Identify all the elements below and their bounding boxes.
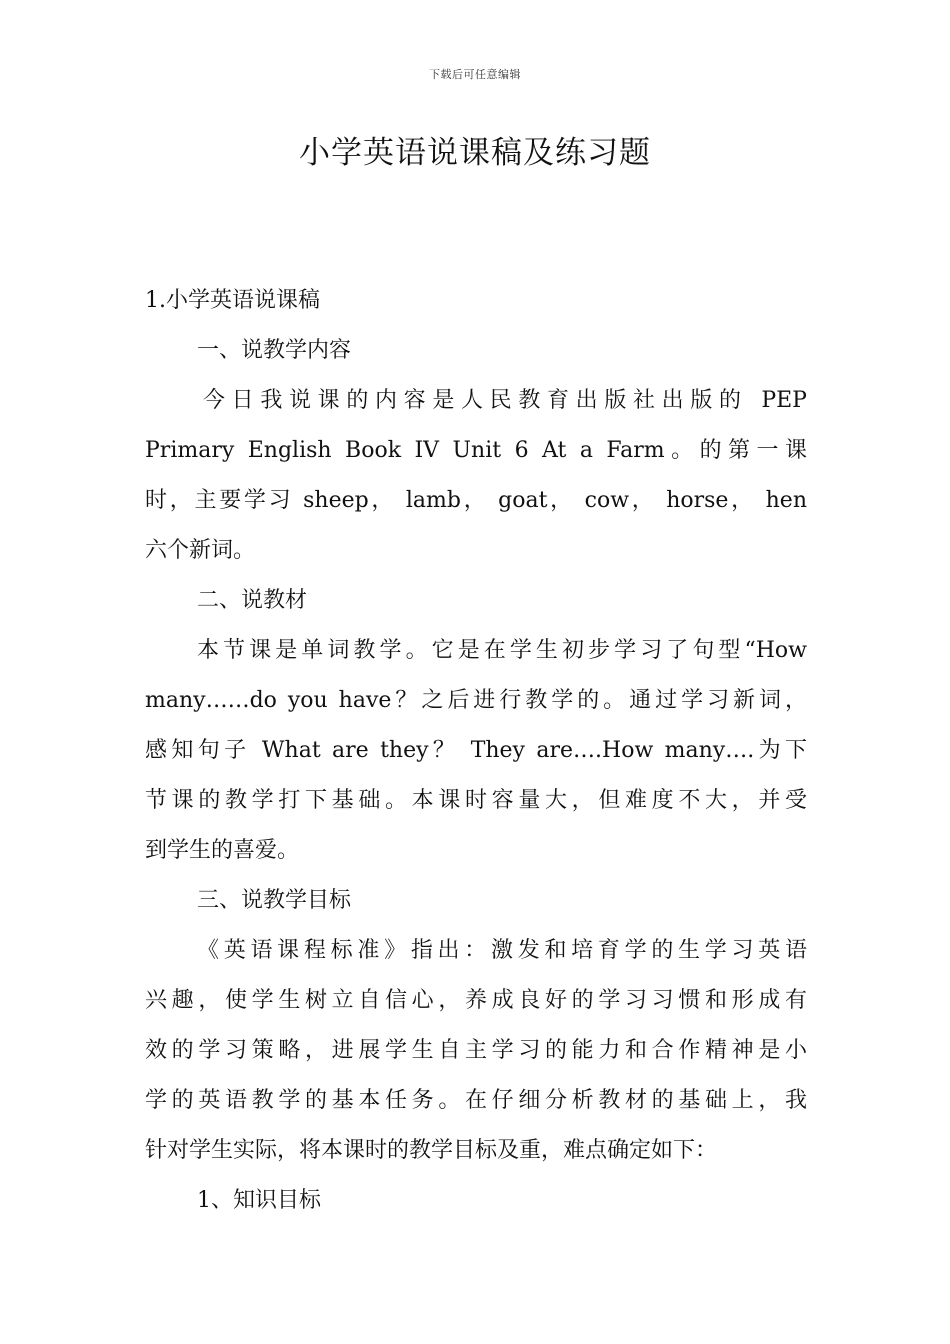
paragraph-line: 感知句子 What are they？ They are….How many….为下: [145, 738, 807, 763]
paragraph-line: many……do you have？之后进行教学的。通过学习新词，: [145, 688, 807, 713]
paragraph-line: 今日我说课的内容是人民教育出版社出版的 PEP: [203, 388, 807, 413]
header-note: 下载后可任意编辑: [429, 68, 521, 81]
section-heading-textbook: 二、说教材: [197, 588, 308, 613]
paragraph-line: 节课的教学打下基础。本课时容量大，但难度不大，并受: [145, 788, 807, 813]
sub-heading-knowledge: 1、知识目标: [197, 1188, 321, 1213]
section-heading-content: 一、说教学内容: [197, 338, 352, 363]
paragraph-line: 本节课是单词教学。它是在学生初步学习了句型“How: [197, 638, 807, 663]
paragraph-line: 《英语课程标准》指出：激发和培育学的生学习英语: [197, 938, 807, 963]
document-title: 小学英语说课稿及练习题: [299, 135, 651, 171]
paragraph-line: 六个新词。: [145, 538, 256, 563]
paragraph-line: 学的英语教学的基本任务。在仔细分析教材的基础上，我: [145, 1088, 807, 1113]
paragraph-line: 到学生的喜爱。: [145, 838, 300, 863]
paragraph-line: 针对学生实际，将本课时的教学目标及重，难点确定如下：: [145, 1138, 718, 1163]
paragraph-line: 兴趣，使学生树立自信心，养成良好的学习习惯和形成有: [145, 988, 807, 1013]
paragraph-line: 时，主要学习 sheep， lamb， goat， cow， horse， hen: [145, 488, 807, 513]
section-heading: 1.小学英语说课稿: [145, 288, 320, 313]
section-heading-objectives: 三、说教学目标: [197, 888, 352, 913]
paragraph-line: Primary English Book IV Unit 6 At a Farm。的第一课: [145, 438, 807, 463]
document-body: [145, 276, 807, 1226]
paragraph-line: 效的学习策略，进展学生自主学习的能力和合作精神是小: [145, 1038, 807, 1063]
